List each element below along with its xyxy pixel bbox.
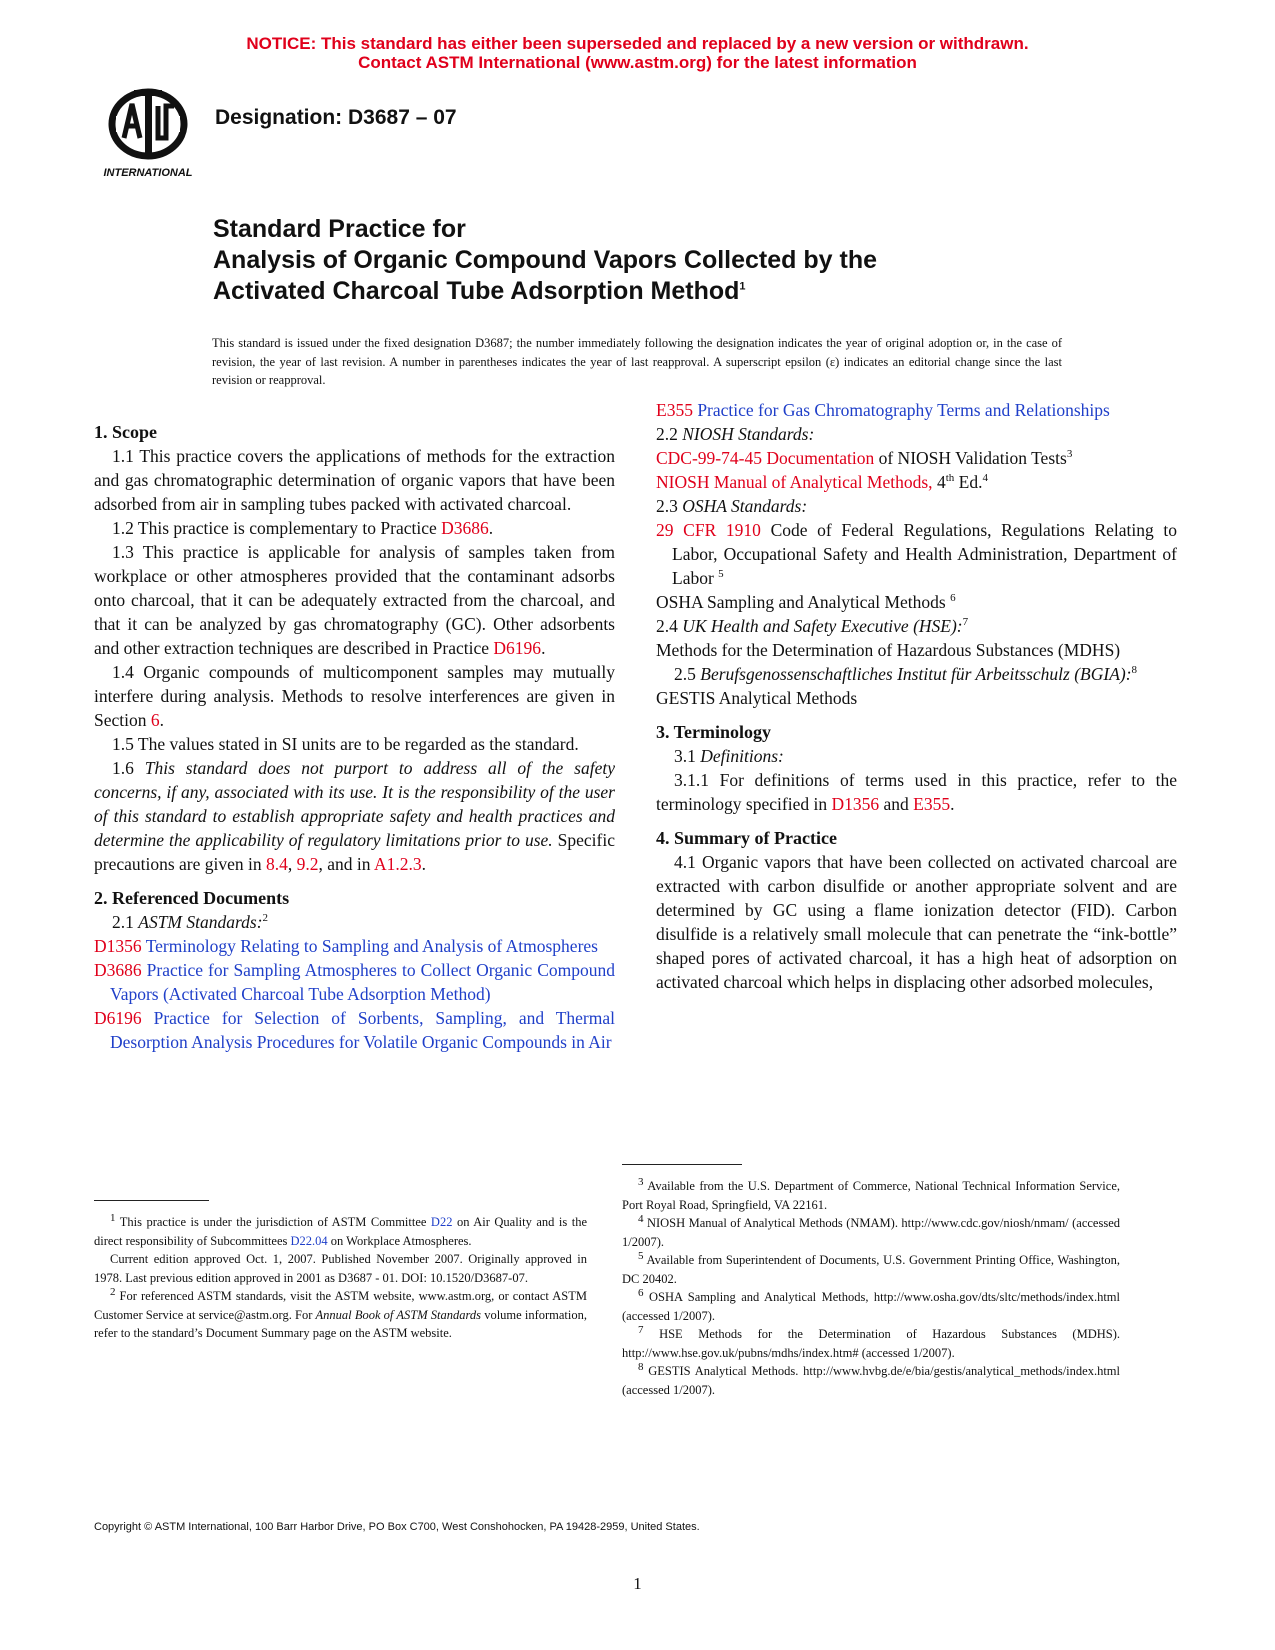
link-ref-d3686[interactable]: D3686 bbox=[94, 960, 142, 980]
footnote-3: $^3$ Available from the U.S. Department of Commerce, National Technical Information Service, Port Royal Road, Springfield, VA 22161. bbox=[622, 1175, 1120, 1212]
issued-note: This standard is issued under the fixed designation D3687; the number immediately following the designation indicates the year of original adoption or, in the case of revision, the year of last revision. A number in parentheses indicates the year of last reapproval. A superscript epsilon (ε) indicates an editorial change since the last revision or reapproval. bbox=[212, 336, 1062, 387]
title-footnote-mark: 1 bbox=[739, 280, 746, 293]
ref-d6196 bbox=[94, 1006, 615, 1054]
left-column bbox=[94, 420, 615, 1054]
document-title bbox=[213, 214, 1113, 307]
link-8-4[interactable]: 8.4 bbox=[266, 854, 288, 874]
ref-e355 bbox=[656, 398, 1177, 422]
footnotes-left bbox=[94, 1213, 587, 1343]
para-1-1: 1.1 This practice covers the applications of methods for the extraction and gas chromatographic determination of organic vapors that have been adsorbed from air in sampling tubes packed with activated charcoal. bbox=[94, 446, 615, 514]
link-d22[interactable]: D22 bbox=[430, 1215, 453, 1229]
logo-label: INTERNATIONAL bbox=[103, 167, 193, 179]
title-line-3: Activated Charcoal Tube Adsorption Method bbox=[213, 277, 740, 305]
para-1-6: 1.6 This standard does not purport to address all of the safety concerns, if any, associated with its use. It is the responsibility of the user of this standard to establish appropriate safety and health practices and determine the applicability of regulatory limitations prior to use. Specific precautions are given in 8.4, 9.2, and in A1.2.3. bbox=[94, 758, 615, 874]
ref-d3686 bbox=[94, 958, 615, 1006]
link-ref-d6196[interactable]: D6196 bbox=[94, 1008, 142, 1028]
ref-gestis: GESTIS Analytical Methods bbox=[656, 688, 858, 708]
footnotes-right bbox=[622, 1177, 1120, 1399]
section-4-heading: 4. Summary of Practice bbox=[656, 828, 837, 848]
ref-cdc: CDC-99-74-45 Documentation of NIOSH Validation Tests$^3$ bbox=[656, 448, 1073, 468]
page-number: 1 bbox=[633, 1574, 642, 1593]
link-29-cfr-1910[interactable]: 29 CFR 1910 bbox=[656, 520, 761, 540]
para-2-5: 2.5 Berufsgenossenschaftliches Institut für Arbeitsschulz (BGIA):$^8$ bbox=[674, 664, 1138, 684]
para-2-2: 2.2 NIOSH Standards: bbox=[656, 424, 815, 444]
notice-line-2: Contact ASTM International (www.astm.org) for the latest information bbox=[358, 53, 917, 72]
section-1-heading: 1. Scope bbox=[94, 422, 157, 442]
para-3-1-1: 3.1.1 For definitions of terms used in this practice, refer to the terminology specified in D1356 and E355. bbox=[656, 770, 1177, 814]
section-3-heading: 3. Terminology bbox=[656, 722, 772, 742]
para-4-1: 4.1 Organic vapors that have been collected on activated charcoal are extracted with carbon disulfide or another appropriate solvent and are determined by GC using a flame ionization detector (FID). Carbon disulfide is a relatively small molecule that can penetrate the “ink-bottle” shaped pores of activated charcoal, it has a high heat of adsorption on activated charcoal which helps in displacing other adsorbed molecules, bbox=[656, 852, 1177, 992]
title-line-2: Analysis of Organic Compound Vapors Collected by the bbox=[213, 246, 878, 274]
link-d22-04[interactable]: D22.04 bbox=[290, 1233, 328, 1248]
ref-29-cfr-1910: 29 CFR 1910 Code of Federal Regulations, Regulations Relating to Labor, Occupational Safety and Health Administration, Department of Labor $^5$ bbox=[656, 520, 1178, 588]
ref-mdhs: Methods for the Determination of Hazardous Substances (MDHS) bbox=[656, 640, 1121, 660]
link-ref-d1356[interactable]: D1356 bbox=[94, 936, 142, 956]
footnote-2: $^2$ For referenced ASTM standards, visit the ASTM website, www.astm.org, or contact ASTM Customer Service at service@astm.org. For Annual Book of ASTM Standards volume information, refer to the standard’s Document Summary page on the ASTM website. bbox=[94, 1285, 587, 1340]
link-niosh-manual[interactable]: NIOSH Manual of Analytical Methods, bbox=[656, 472, 933, 492]
para-1-4: 1.4 Organic compounds of multicomponent samples may mutually interfere during analysis. Methods to resolve interferences are given in Section 6. bbox=[94, 662, 615, 730]
designation: Designation: D3687 – 07 bbox=[215, 106, 457, 129]
notice-banner bbox=[0, 34, 1275, 72]
footnote-5: $^5$ Available from Superintendent of Documents, U.S. Government Printing Office, Washington, DC 20402. bbox=[622, 1249, 1120, 1286]
link-ref-e355-title[interactable]: Practice for Gas Chromatography Terms and Relationships bbox=[692, 400, 1110, 420]
para-1-5: 1.5 The values stated in SI units are to be regarded as the standard. bbox=[112, 734, 579, 754]
footnote-rule-right bbox=[622, 1164, 742, 1165]
link-a1-2-3[interactable]: A1.2.3 bbox=[373, 854, 422, 874]
para-1-2: 1.2 This practice is complementary to Practice D3686. bbox=[112, 518, 494, 538]
para-2-3: 2.3 OSHA Standards: bbox=[656, 496, 808, 516]
para-1-3: 1.3 This practice is applicable for analysis of samples taken from workplace or other atmospheres provided that the contaminant adsorbs onto charcoal, that it can be adequately extracted from the charcoal, and that it can be analyzed by gas chromatography (GC). Other adsorbents and other extraction techniques are described in Practice D6196. bbox=[94, 542, 615, 658]
ref-d1356 bbox=[94, 934, 615, 958]
link-9-2[interactable]: 9.2 bbox=[296, 854, 319, 874]
link-term-d1356[interactable]: D1356 bbox=[831, 794, 880, 814]
copyright: Copyright © ASTM International, 100 Barr Harbor Drive, PO Box C700, West Conshohocken, PA 19428-2959, United States. bbox=[94, 1521, 700, 1533]
para-2-4: 2.4 UK Health and Safety Executive (HSE):$^7$ bbox=[656, 616, 969, 636]
ref-niosh-manual: NIOSH Manual of Analytical Methods, 4th Ed.$^4$ bbox=[656, 472, 988, 492]
link-d3686[interactable]: D3686 bbox=[441, 518, 489, 538]
section-2-heading: 2. Referenced Documents bbox=[94, 888, 290, 908]
footnote-rule-left bbox=[94, 1200, 209, 1201]
link-ref-d3686-title[interactable]: Practice for Sampling Atmospheres to Collect Organic Compound Vapors (Activated Charcoal Tube Adsorption Method) bbox=[110, 960, 615, 1004]
link-ref-e355[interactable]: E355 bbox=[656, 400, 693, 420]
link-documentation[interactable]: Documentation bbox=[766, 448, 875, 468]
title-line-1: Standard Practice for bbox=[213, 215, 466, 243]
astm-logo bbox=[96, 86, 200, 182]
footnote-6: $^6$ OSHA Sampling and Analytical Methods, http://www.osha.gov/dts/sltc/methods/index.html (accessed 1/2007). bbox=[622, 1286, 1120, 1323]
ref-osha-methods: OSHA Sampling and Analytical Methods $^6$ bbox=[656, 592, 956, 612]
link-d6196[interactable]: D6196 bbox=[493, 638, 542, 658]
para-3-1: 3.1 Definitions: bbox=[674, 746, 784, 766]
footnote-1-edition: Current edition approved Oct. 1, 2007. Published November 2007. Originally approved in 1978. Last previous edition approved in 2001 as D3687 - 01. DOI: 10.1520/D3687-07. bbox=[94, 1252, 587, 1285]
para-2-1: 2.1 ASTM Standards:$^2$ bbox=[112, 912, 269, 932]
link-term-e355[interactable]: E355 bbox=[913, 794, 951, 814]
notice-line-1: NOTICE: This standard has either been superseded and replaced by a new version or withdrawn. bbox=[246, 34, 1029, 53]
right-column bbox=[656, 398, 1177, 994]
footnote-4: $^4$ NIOSH Manual of Analytical Methods (NMAM). http://www.cdc.gov/niosh/nmam/ (accessed 1/2007). bbox=[622, 1212, 1120, 1249]
link-cdc-99-74-45[interactable]: CDC-99-74-45 bbox=[656, 448, 762, 468]
link-ref-d6196-title[interactable]: Practice for Selection of Sorbents, Sampling, and Thermal Desorption Analysis Procedures for Volatile Organic Compounds in Air bbox=[110, 1008, 615, 1052]
link-ref-d1356-title[interactable]: Terminology Relating to Sampling and Analysis of Atmospheres bbox=[141, 936, 598, 956]
link-section-6[interactable]: 6 bbox=[150, 710, 160, 730]
footnote-7: $^7$ HSE Methods for the Determination of Hazardous Substances (MDHS). http://www.hse.gov.uk/pubns/mdhs/index.htm# (accessed 1/2007). bbox=[622, 1323, 1120, 1360]
astm-logo-mark bbox=[96, 86, 200, 182]
footnote-1: $^1$ This practice is under the jurisdiction of ASTM Committee D22 on Air Quality and is the direct responsibility of Subcommittees D22.04 on Workplace Atmospheres. bbox=[94, 1211, 587, 1248]
footnote-8: $^8$ GESTIS Analytical Methods. http://www.hvbg.de/e/bia/gestis/analytical_methods/index.html (accessed 1/2007). bbox=[622, 1360, 1120, 1397]
